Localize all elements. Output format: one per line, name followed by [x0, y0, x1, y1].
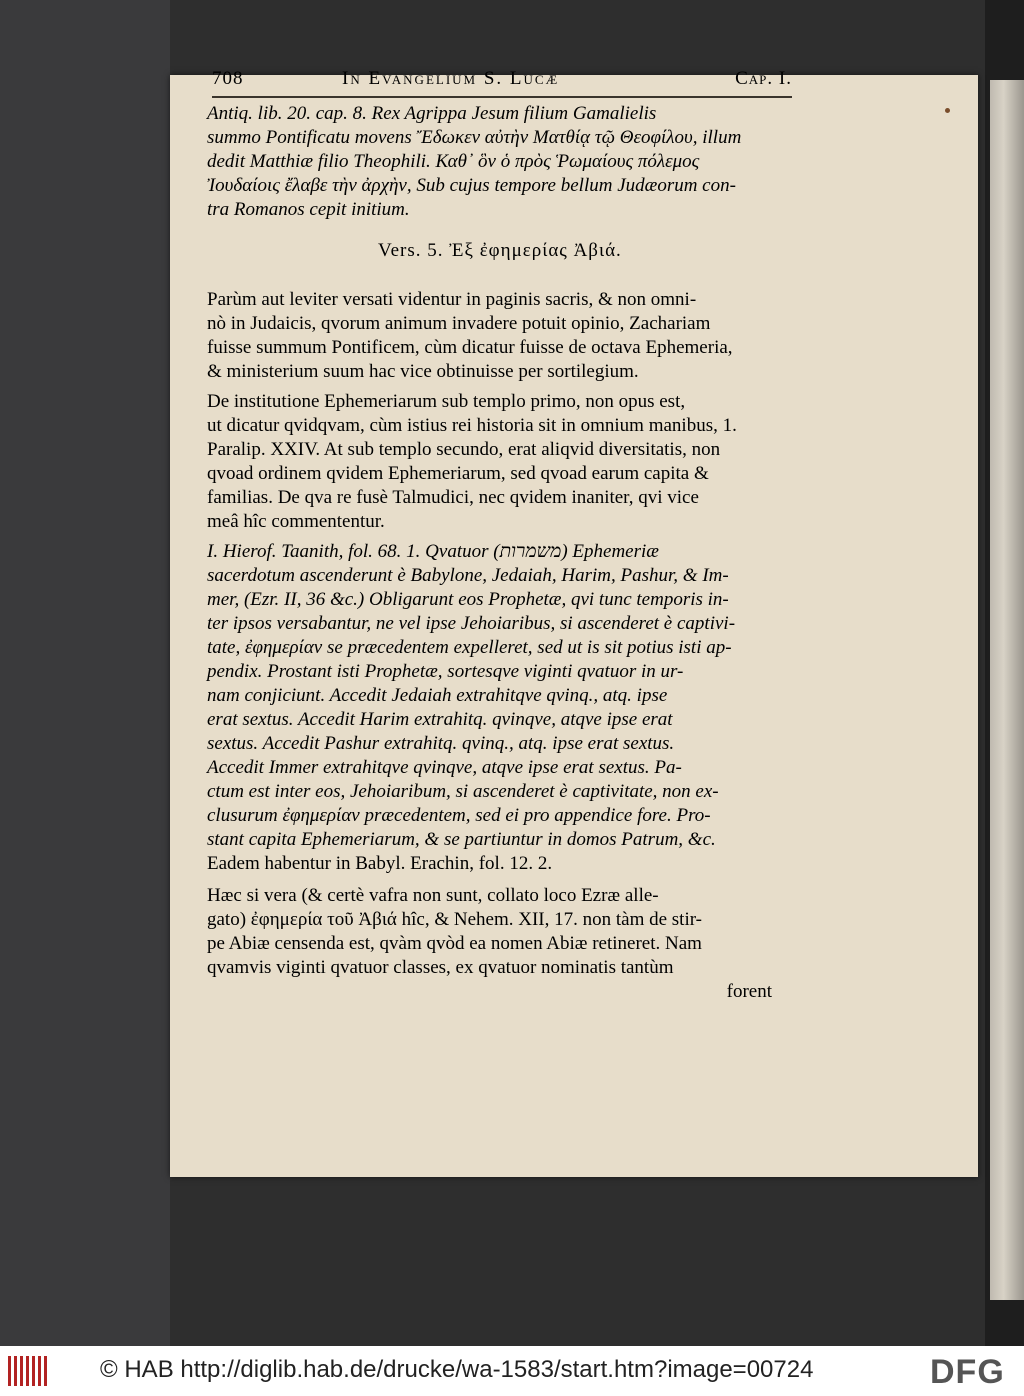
text-line: qvamvis viginti qvatuor classes, ex qvatuor nominatis tantùm: [207, 957, 674, 978]
text-line: erat sextus. Accedit Harim extrahitq. qvinqve, atqve ipse erat: [207, 709, 673, 730]
text-line: Hæc si vera (& certè vafra non sunt, collato loco Ezræ alle-: [207, 885, 659, 906]
dfg-logo: DFG: [930, 1353, 1005, 1391]
text-line: pe Abiæ censenda est, qvàm qvòd ea nomen Abiæ retineret. Nam: [207, 933, 702, 954]
text-line: familias. De qva re fusè Talmudici, nec qvidem inaniter, qvi vice: [207, 487, 699, 508]
text-line: I. Hierof. Taanith, fol. 68. 1. Qvatuor (משמרות) Ephemeriæ: [207, 541, 659, 562]
text-line: sacerdotum ascenderunt è Babylone, Jedaiah, Harim, Pashur, & Im-: [207, 565, 729, 586]
text-line: qvoad ordinem qvidem Ephemeriarum, sed qvoad earum capita &: [207, 463, 709, 484]
text-line: tra Romanos cepit initium.: [207, 199, 410, 220]
text-line: Antiq. lib. 20. cap. 8. Rex Agrippa Jesum filium Gamalielis: [207, 103, 657, 124]
text-line: fuisse summum Pontificem, cùm dicatur fuisse de octava Ephemeria,: [207, 337, 733, 358]
text-line: meâ hîc commententur.: [207, 511, 385, 532]
text-line: Ἰουδαίοις ἔλαβε τὴν ἀρχὴν, Sub cujus tempore bellum Judæorum con-: [207, 175, 736, 196]
text-line: Parùm aut leviter versati videntur in paginis sacris, & non omni-: [207, 289, 697, 310]
catchword: forent: [726, 981, 772, 1002]
text-line: Accedit Immer extrahitqve qvinqve, atqve ipse erat sextus. Pa-: [207, 757, 682, 778]
copyright-link[interactable]: © HAB http://diglib.hab.de/drucke/wa-1583/start.htm?image=00724: [100, 1356, 814, 1383]
running-title: In Evangelium S. Lucæ: [342, 68, 560, 89]
text-line: summo Pontificatu movens Ἔδωκεν αὐτὴν Ματθίᾳ τῷ Θεοφίλου, illum: [207, 127, 742, 148]
text-line: gato) ἐφημερία τοῦ Ἀβιά hîc, & Nehem. XII, 17. non tàm de stir-: [207, 909, 703, 930]
text-line: & ministerium suum hac vice obtinuisse per sortilegium.: [207, 361, 639, 382]
text-line: ter ipsos versabantur, ne vel ipse Jehoiaribus, si ascenderet è captivi-: [207, 613, 736, 634]
hab-logo-icon: [8, 1356, 48, 1386]
footer-banner: [0, 1346, 1024, 1396]
running-head: [212, 68, 792, 96]
text-line: ut dicatur qvidqvam, cùm istius rei historia sit in omnium manibus, 1.: [207, 415, 737, 436]
text-line: clusurum ἐφημερίαν præcedentem, sed ei pro appendice fore. Pro-: [207, 805, 711, 826]
text-line: Eadem habentur in Babyl. Erachin, fol. 12. 2.: [207, 853, 553, 874]
page-number: 708: [212, 68, 244, 89]
text-line: Paralip. XXIV. At sub templo secundo, erat aliqvid diversitatis, non: [207, 439, 721, 460]
text-line: ctum est inter eos, Jehoiaribum, si ascenderet è captivitate, non ex-: [207, 781, 719, 802]
text-line: pendix. Prostant isti Prophetæ, sortesqve viginti qvatuor in ur-: [207, 661, 684, 682]
text-line: nò in Judaicis, qvorum animum invadere potuit opinio, Zachariam: [207, 313, 711, 334]
text-line: sextus. Accedit Pashur extrahitq. qvinq., atq. ipse erat sextus.: [207, 733, 675, 754]
text-line: mer, (Ezr. II, 36 &c.) Obligarunt eos Prophetæ, qvi tunc temporis in-: [207, 589, 729, 610]
text-line: nam conjiciunt. Accedit Jedaiah extrahitqve qvinq., atq. ipse: [207, 685, 668, 706]
text-line: dedit Matthiæ filio Theophili. Καθ᾽ ὃν ὁ πρὸς Ῥωμαίους πόλεμος: [207, 151, 700, 172]
facing-page-edge: [990, 80, 1024, 1300]
header-rule: [212, 96, 792, 98]
ink-spot: [945, 108, 950, 113]
verse-heading: Vers. 5. Ἐξ ἐφημερίας Ἀβιά.: [378, 240, 622, 261]
text-line: stant capita Ephemeriarum, & se partiuntur in domos Patrum, &c.: [207, 829, 716, 850]
chapter-marker: Cap. I.: [735, 68, 792, 89]
scan-background-left: [0, 0, 170, 1346]
text-line: tate, ἐφημερίαν se præcedentem expelleret, sed ut is sit potius isti ap-: [207, 637, 732, 658]
text-line: De institutione Ephemeriarum sub templo primo, non opus est,: [207, 391, 686, 412]
